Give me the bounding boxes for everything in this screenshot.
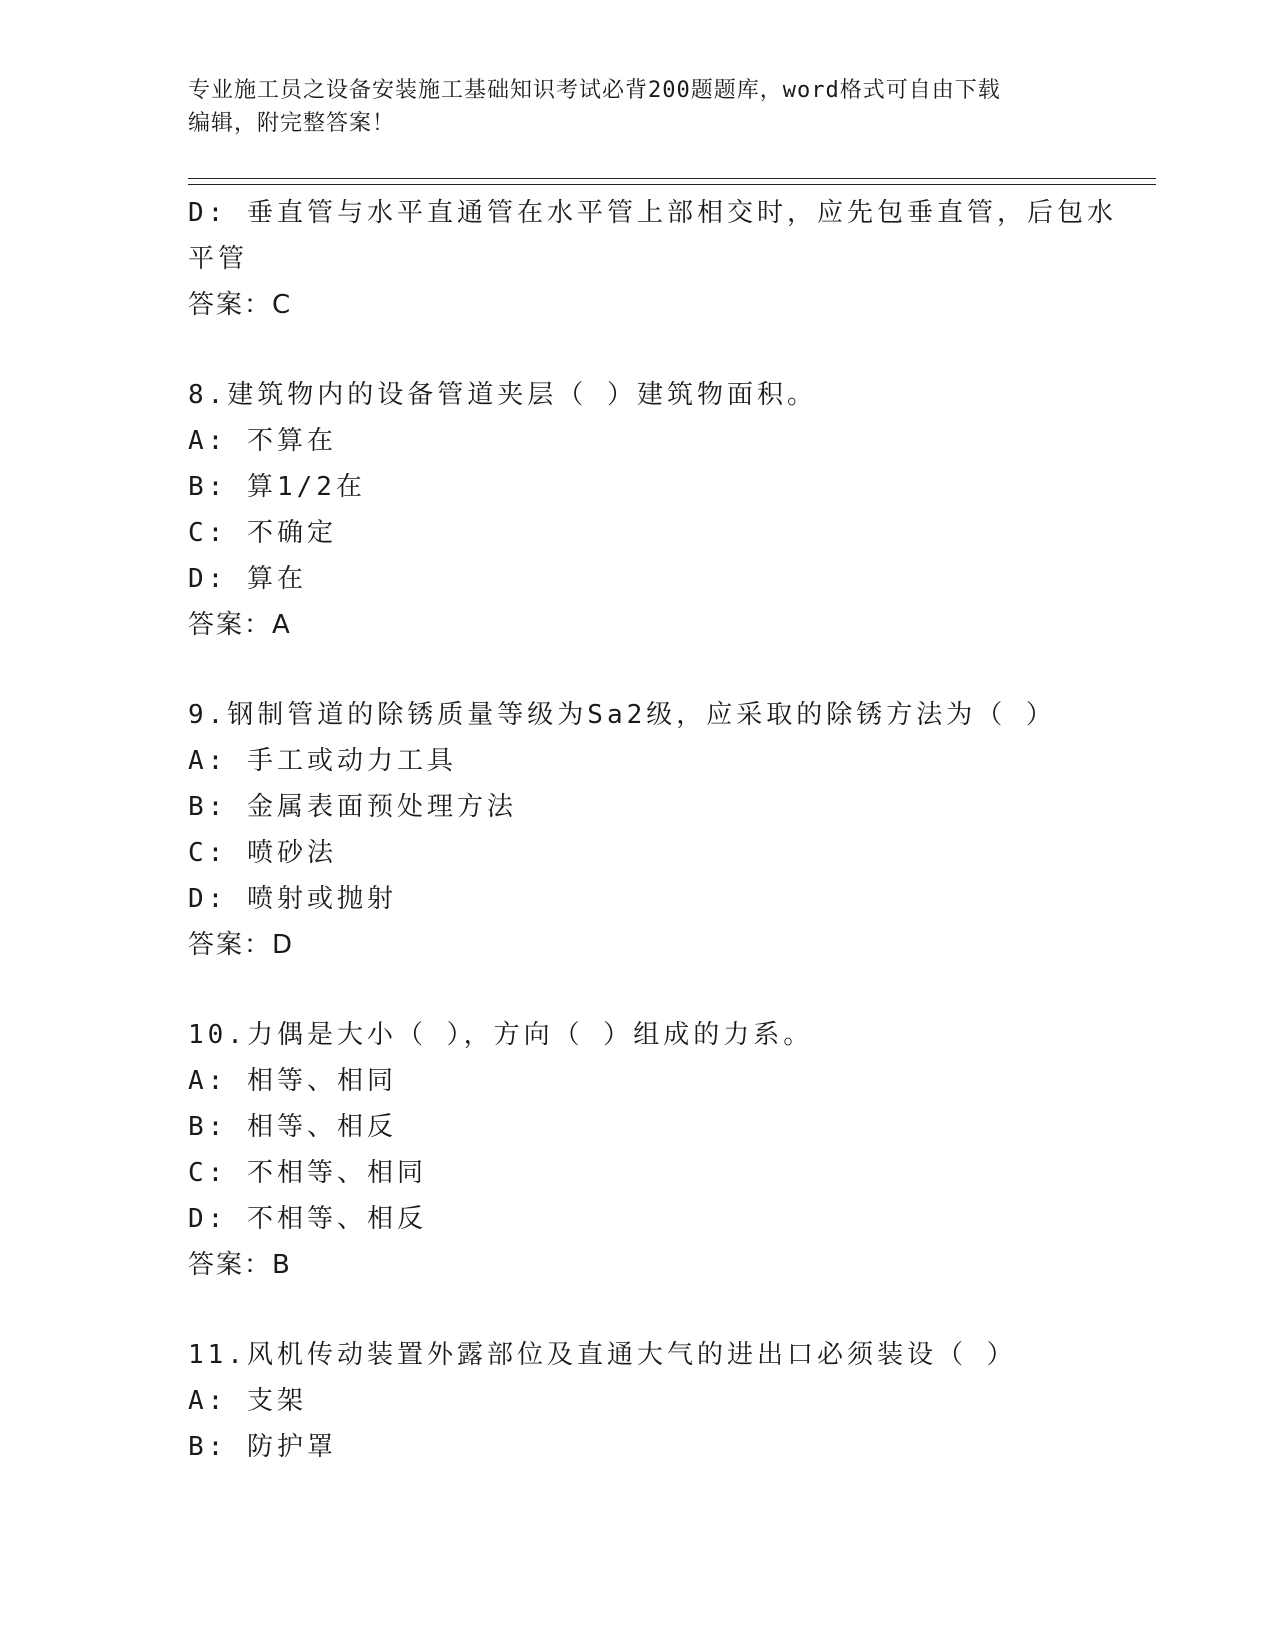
option-c: C: 不确定 <box>188 518 337 548</box>
spacer <box>188 968 1088 1012</box>
header-divider-bottom <box>188 184 1156 185</box>
spacer <box>188 1288 1088 1332</box>
option-b: B: 防护罩 <box>188 1432 337 1462</box>
option-d-line-1: D: 垂直管与水平直通管在水平管上部相交时，应先包垂直管，后包水 <box>188 198 1117 228</box>
previous-question-tail <box>188 190 1117 328</box>
document-header <box>188 74 1088 140</box>
question-9 <box>188 692 1088 968</box>
question-stem: 8.建筑物内的设备管道夹层（ ）建筑物面积。 <box>188 380 817 410</box>
answer-text: 答案：C <box>188 290 293 320</box>
question-11 <box>188 1332 1088 1470</box>
question-stem: 10.力偶是大小（ ），方向（ ）组成的力系。 <box>188 1020 814 1050</box>
question-stem: 11.风机传动装置外露部位及直通大气的进出口必须装设（ ） <box>188 1340 1017 1370</box>
answer-text: 答案：A <box>188 610 292 640</box>
option-a: A: 相等、相同 <box>188 1066 397 1096</box>
option-b: B: 算1/2在 <box>188 472 366 502</box>
option-b: B: 金属表面预处理方法 <box>188 792 517 822</box>
question-list <box>188 190 1117 1470</box>
header-line-1: 专业施工员之设备安装施工基础知识考试必背200题题库，word格式可自由下载 <box>188 78 1001 103</box>
header-line-2: 编辑，附完整答案！ <box>188 111 396 136</box>
option-a: A: 手工或动力工具 <box>188 746 457 776</box>
spacer <box>188 328 1088 372</box>
option-d: D: 不相等、相反 <box>188 1204 427 1234</box>
option-d-line-2: 平管 <box>188 244 249 274</box>
question-stem: 9.钢制管道的除锈质量等级为Sa2级，应采取的除锈方法为（ ） <box>188 700 1056 730</box>
option-a: A: 支架 <box>188 1386 307 1416</box>
option-c: C: 喷砂法 <box>188 838 337 868</box>
header-divider-top <box>188 178 1156 179</box>
answer-text: 答案：D <box>188 930 295 960</box>
question-10 <box>188 1012 1088 1288</box>
question-8 <box>188 372 1088 648</box>
spacer <box>188 648 1088 692</box>
option-c: C: 不相等、相同 <box>188 1158 427 1188</box>
option-a: A: 不算在 <box>188 426 337 456</box>
option-d: D: 喷射或抛射 <box>188 884 397 914</box>
option-b: B: 相等、相反 <box>188 1112 397 1142</box>
option-d: D: 算在 <box>188 564 307 594</box>
answer-text: 答案：B <box>188 1250 292 1280</box>
